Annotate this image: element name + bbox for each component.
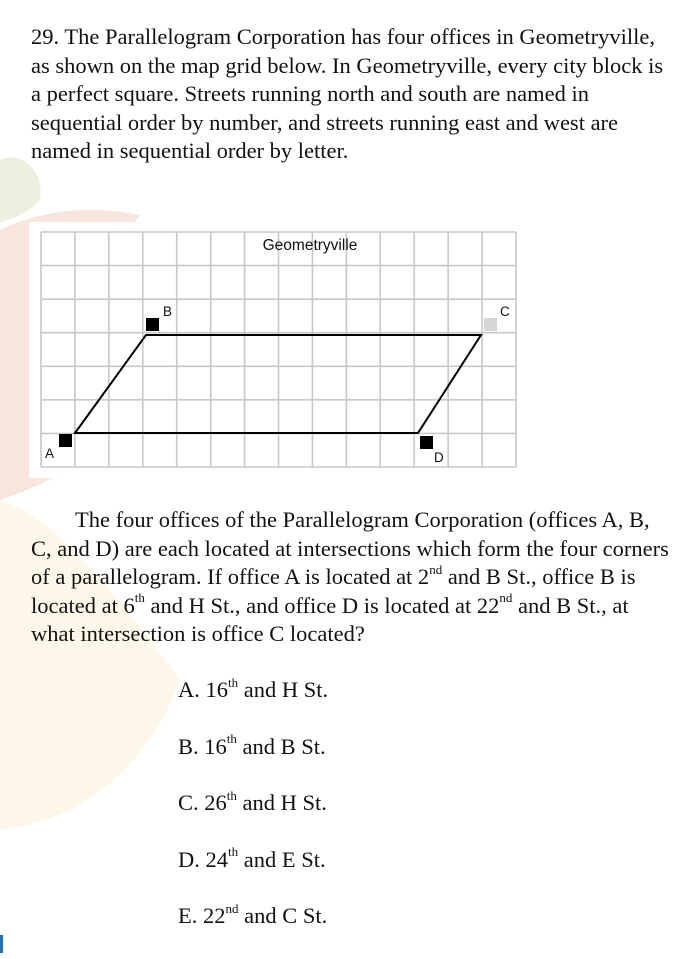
map-title: Geometryville [262,237,358,254]
office-b-marker [146,318,159,331]
office-a-marker [59,434,72,447]
map-grid [29,222,523,478]
office-d-marker [420,436,433,449]
question-intro: 29. The Parallelogram Corporation has four offices in Geometryville, as shown on the map grid below. In Geometryville, every city block is a perfect square. Streets running north and south are named in sequential order by number, and streets running east and west are named in sequential order by letter. [31,24,664,164]
choice-b[interactable]: B. 16th and B St. [178,731,326,759]
office-a-label: A [45,446,55,461]
choice-c[interactable]: C. 26th and H St. [178,787,327,815]
office-d-label: D [434,450,444,465]
office-c-label: C [500,304,510,319]
map-grid-lines [29,222,523,478]
choice-e[interactable]: E. 22nd and C St. [178,900,328,928]
question-body: The four offices of the Parallelogram Corporation (offices A, B, C, and D) are each located at intersections which form the four corners of a parallelogram. If office A is located at 2nd and B St., office B is located at 6th and H St., and office D is located at 22nd and B St., at what intersection is office C located? [31,507,669,647]
choice-a[interactable]: A. 16th and H St. [178,674,329,702]
choice-d[interactable]: D. 24th and E St. [178,844,326,872]
office-b-label: B [163,304,173,319]
answer-choices [178,676,328,959]
office-c-marker [484,318,497,331]
